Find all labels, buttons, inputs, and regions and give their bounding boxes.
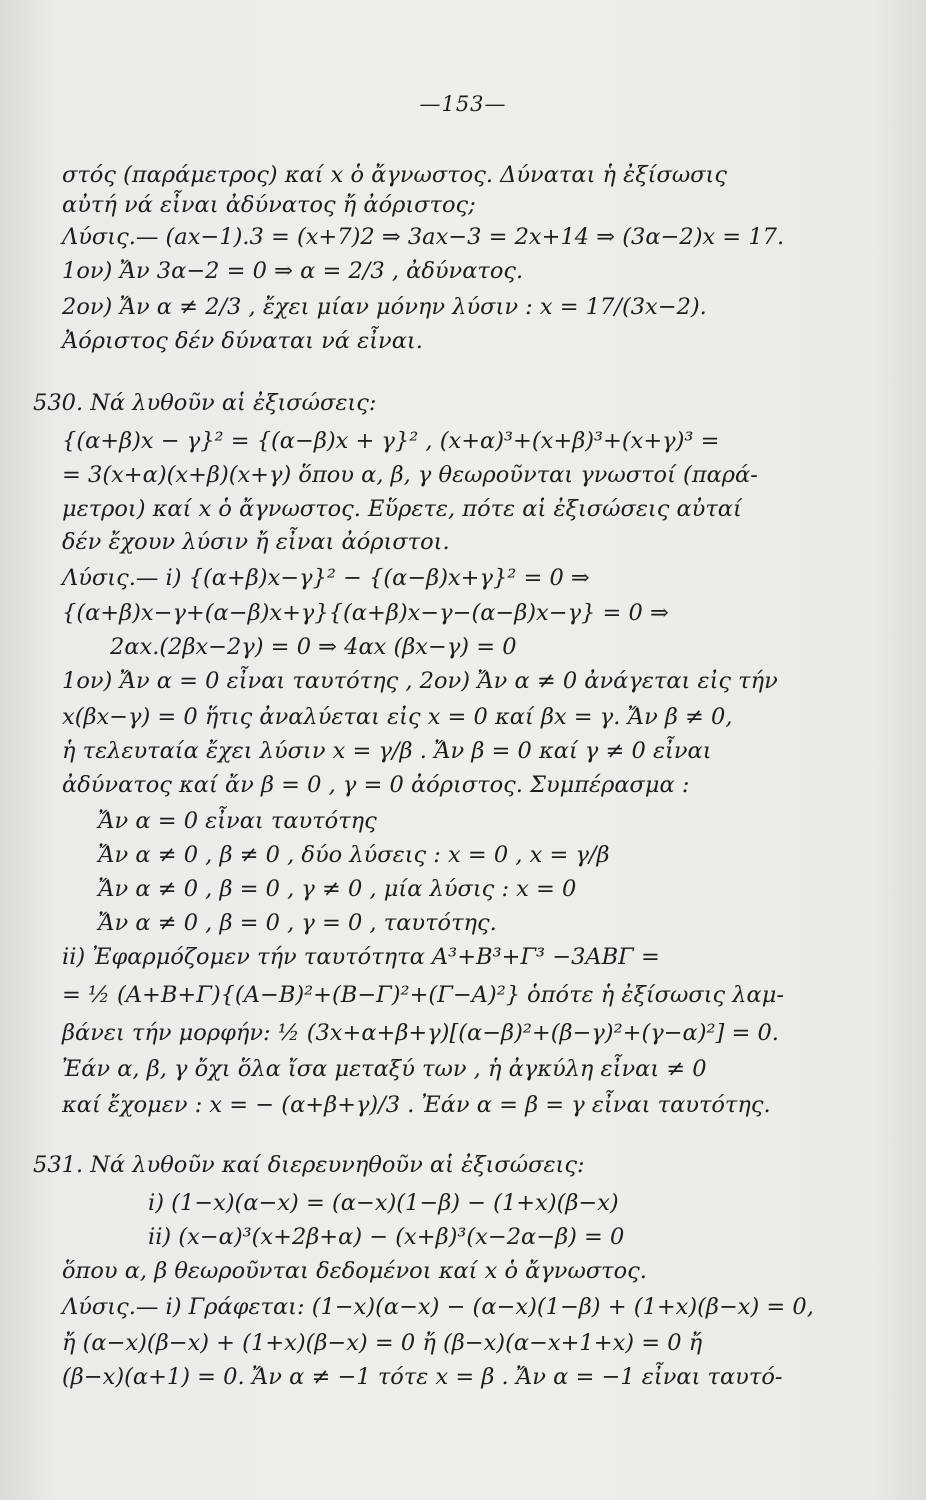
text-line: Ἀόριστος δέν δύναται νά εἶναι. [62, 328, 423, 354]
math-line: = ½ (A+B+Γ){(A−B)²+(B−Γ)²+(Γ−A)²} ὁπότε ἡ ἐξίσωσις λαμ- [62, 982, 784, 1008]
text-line: Ἐάν α, β, γ ὄχι ὅλα ἴσα μεταξύ των , ἡ ἀγκύλη εἶναι ≠ 0 [62, 1056, 707, 1082]
exercise-heading-531: 531. Νά λυθοῦν καί διερευνηθοῦν αἱ ἐξισώσεις: [33, 1152, 585, 1178]
math-line: {(α+β)x−γ+(α−β)x+γ}{(α+β)x−γ−(α−β)x−γ} = 0 ⇒ [62, 600, 669, 626]
text-line: μετροι) καί x ὁ ἄγνωστος. Εὕρετε, πότε αἱ ἐξισώσεις αὐταί [62, 496, 742, 522]
text-line: στός (παράμετρος) καί x ὁ ἄγνωστος. Δύναται ἡ ἐξίσωσις [62, 162, 727, 188]
math-line: ἤ (α−x)(β−x) + (1+x)(β−x) = 0 ἤ (β−x)(α−x+1+x) = 0 ἤ [62, 1330, 703, 1356]
math-line: 2αx.(2βx−2γ) = 0 ⇒ 4αx (βx−γ) = 0 [110, 634, 517, 660]
text-line: ἀδύνατος καί ἄν β = 0 , γ = 0 ἀόριστος. Συμπέρασμα : [62, 772, 690, 798]
text-line: 1ον) Ἄν 3α−2 = 0 ⇒ α = 2/3 , ἀδύνατος. [62, 258, 524, 284]
text-line: ἡ τελευταία ἔχει λύσιν x = γ/β . Ἄν β = 0 καί γ ≠ 0 εἶναι [62, 738, 712, 764]
equation-i: i) (1−x)(α−x) = (α−x)(1−β) − (1+x)(β−x) [148, 1190, 619, 1216]
equation-ii: ii) (x−α)³(x+2β+α) − (x+β)³(x−2α−β) = 0 [148, 1224, 625, 1250]
text-line: Λύσις.— (ax−1).3 = (x+7)2 ⇒ 3ax−3 = 2x+14 ⇒ (3α−2)x = 17. [62, 224, 785, 250]
text-line: ὅπου α, β θεωροῦνται δεδομένοι καί x ὁ ἄγνωστος. [62, 1258, 647, 1284]
text-line: 2ον) Ἄν α ≠ 2/3 , ἔχει μίαν μόνην λύσιν : x = 17/(3x−2). [62, 294, 707, 320]
text-line: ii) Ἐφαρμόζομεν τήν ταυτότητα A³+B³+Γ³ −3ABΓ = [62, 944, 660, 970]
math-line: (β−x)(α+1) = 0. Ἄν α ≠ −1 τότε x = β . Ἄν α = −1 εἶναι ταυτό- [62, 1364, 783, 1390]
math-line: βάνει τήν μορφήν: ½ (3x+α+β+γ)[(α−β)²+(β−γ)²+(γ−α)²] = 0. [62, 1020, 779, 1046]
conclusion-line: Ἄν α ≠ 0 , β ≠ 0 , δύο λύσεις : x = 0 , x = γ/β [98, 842, 610, 868]
math-line: = 3(x+α)(x+β)(x+γ) ὅπου α, β, γ θεωροῦνται γνωστοί (παρά- [62, 462, 758, 488]
conclusion-line: Ἄν α ≠ 0 , β = 0 , γ = 0 , ταυτότης. [98, 910, 497, 936]
math-line: Λύσις.— i) {(α+β)x−γ}² − {(α−β)x+γ}² = 0 ⇒ [62, 565, 590, 591]
exercise-heading-530: 530. Νά λυθοῦν αἱ ἐξισώσεις: [33, 390, 377, 416]
conclusion-line: Ἄν α ≠ 0 , β = 0 , γ ≠ 0 , μία λύσις : x = 0 [98, 876, 577, 902]
math-line: Λύσις.— i) Γράφεται: (1−x)(α−x) − (α−x)(1−β) + (1+x)(β−x) = 0, [62, 1294, 814, 1320]
text-line: καί ἔχομεν : x = − (α+β+γ)/3 . Ἐάν α = β = γ εἶναι ταυτότης. [62, 1092, 771, 1118]
text-line: αὐτή νά εἶναι ἀδύνατος ἤ ἀόριστος; [62, 192, 476, 218]
text-line: δέν ἔχουν λύσιν ἤ εἶναι ἀόριστοι. [62, 529, 450, 555]
math-line: {(α+β)x − γ}² = {(α−β)x + γ}² , (x+α)³+(x+β)³+(x+γ)³ = [62, 428, 720, 454]
conclusion-line: Ἄν α = 0 εἶναι ταυτότης [98, 808, 377, 834]
text-line: x(βx−γ) = 0 ἥτις ἀναλύεται εἰς x = 0 καί βx = γ. Ἄν β ≠ 0, [62, 704, 733, 730]
text-line: 1ον) Ἄν α = 0 εἶναι ταυτότης , 2ον) Ἄν α ≠ 0 ἀνάγεται εἰς τήν [62, 668, 778, 694]
page-number: —153— [419, 92, 507, 116]
